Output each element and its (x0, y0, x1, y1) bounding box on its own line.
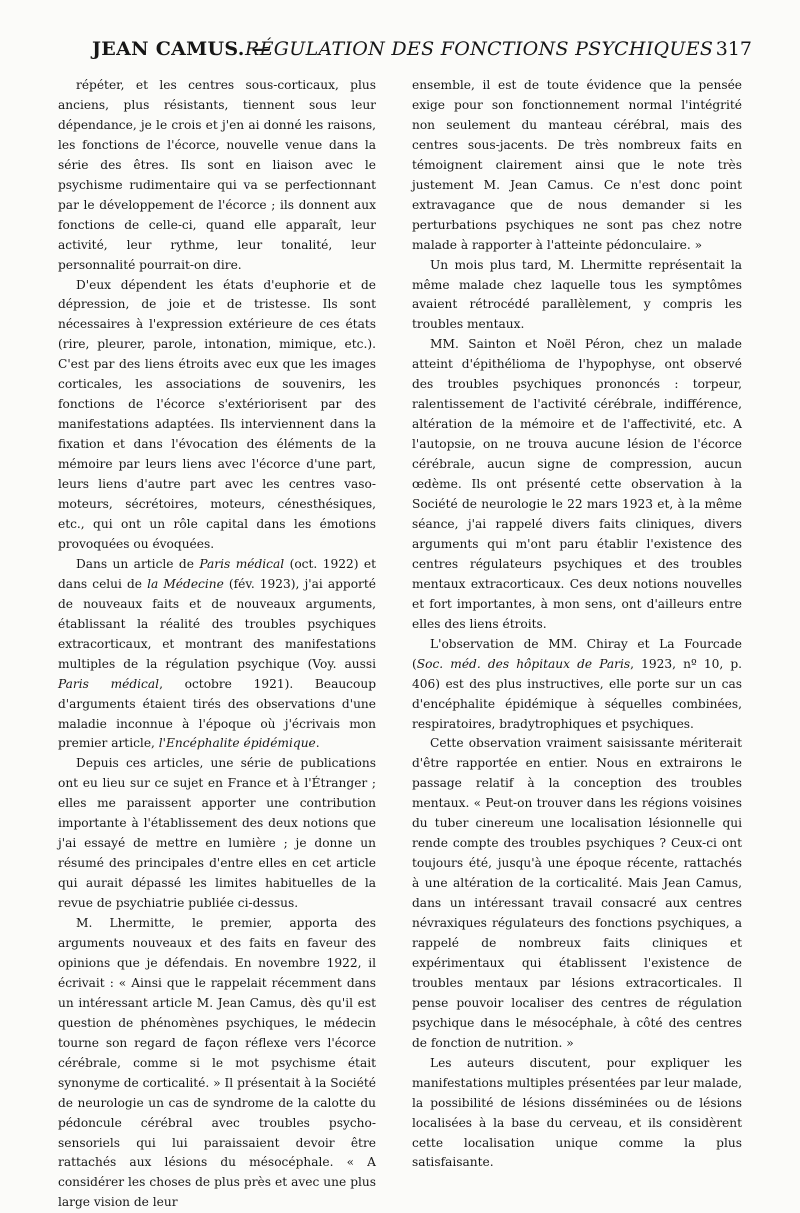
text-run: répéter, et les centres sous-corticaux, plus anciens, plus résistants, tiennent sous leur dépendance, je le crois et j'en ai donné les raisons, les fonctions de l'écorce, nouvelle venue dans la série des êtres. Ils sont en liaison avec le psychisme rudimentaire qui va se perfectionnant par le développement de l'écorce ; ils donnent aux fonctions de celle-ci, quand elle apparaît, leur activité, leur rythme, leur tonalité, leur personnalité pourrait-on dire. (58, 78, 376, 272)
text-run: Un mois plus tard, M. Lhermitte représentait la même malade chez laquelle tous les symptômes avaient rétrocédé parallèlement, y compris les troubles mentaux. (412, 257, 742, 332)
disease-name: l'Encéphalite épidémique (158, 736, 316, 751)
paragraph (412, 76, 742, 256)
journal-citation: la Médecine (147, 576, 224, 591)
text-run: Cette observation vraiment saisissante mériterait d'être rapportée en entier. Nous en extrairons le passage relatif à la conception des troubles mentaux. « Peut-on trouver dans les régions voisines du tuber cinereum une localisation lésionnelle qui rende compte des troubles psychiques ? Ceux-ci ont toujours été, jusqu'à une époque récente, rattachés à une altération de la corticalité. Mais Jean Camus, dans un intéressant travail consacré aux centres névraxiques régulateurs des fonctions psychiques, a rappelé de nombreux faits cliniques et expérimentaux qui établissent l'existence de troubles mentaux par lésions extracorticales. Il pense pouvoir localiser des centres de régulation psychique dans le mésocéphale, à côté des centres de fonction de nutrition. » (412, 736, 742, 1050)
text-run: M. Lhermitte, le premier, apporta des arguments nouveaux et des faits en faveur des opinions que je défendais. En novembre 1922, il écrivait : « Ainsi que le rappelait récemment dans un intéressant article M. Jean Camus, dès qu'il est question de phénomènes psychiques, le médecin tourne son regard de façon réflexe vers l'écorce cérébrale, comme si le mot psychisme était synonyme de corticalité. » Il présentait à la Société de neurologie un cas de syndrome de la calotte du pédoncule cérébral avec troubles psycho-sensoriels qui lui paraissaient devoir être rattachés aux lésions du mésocéphale. « A considérer les choses de plus près et avec une plus large vision de leur (58, 916, 376, 1210)
text-run: , octobre 1921). Beaucoup d'arguments étaient tirés des observations d'une maladie inconnue à l'époque où j'écrivais mon premier article, (58, 676, 377, 751)
running-header (92, 36, 752, 68)
page-number: 317 (715, 38, 752, 60)
text-run: (fév. 1923), j'ai apporté de nouveaux faits et de nouveaux arguments, établissant la réalité des troubles psychiques extracorticaux, et montrant des manifestations multiples de la régulation psychique (Voy. aussi (58, 576, 376, 671)
running-author: JEAN CAMUS. — (92, 38, 271, 60)
paragraph (412, 734, 742, 1053)
text-run: Depuis ces articles, une série de publications ont eu lieu sur ce sujet en France et à l'Étranger ; elles me paraissent apporter une contribution importante à l'établissement des deux notions que j'ai essayé de mettre en lumière ; je donne un résumé des principales d'entre elles en cet article qui aurait dépassé les limites habituelles de la revue de psychiatrie publiée ci-dessus. (58, 756, 376, 911)
paragraph (58, 76, 376, 276)
paragraph (412, 635, 742, 735)
text-run: L'observation de MM. Chiray et La Fourcade ( (412, 636, 742, 671)
text-run: Dans un article de (76, 556, 200, 571)
text-run: (oct. 1922) et dans celui de (58, 556, 376, 591)
text-run: Les auteurs discutent, pour expliquer les manifestations multiples présentées par leur malade, la possibilité de lésions disséminées ou de lésions localisées à la base du cerveau, et ils considèrent cette localisation unique comme la plus satisfaisante. (412, 1055, 742, 1170)
paragraph (412, 335, 742, 634)
right-column (412, 76, 742, 1173)
text-run: D'eux dépendent les états d'euphorie et de dépression, de joie et de tristesse. Ils sont nécessaires à l'expression extérieure de ces états (rire, pleurer, parole, intonation, mimique, etc.). C'est par des liens étroits avec eux que les images corticales, les associations de souvenirs, les fonctions de l'écorce s'extériorisent par des manifestations adaptées. Ils interviennent dans la fixation et dans l'évocation des éléments de la mémoire par leurs liens avec l'écorce d'une part, leurs liens d'autre part avec les centres vaso-moteurs, sécrétoires, moteurs, cénesthésiques, etc., qui ont un rôle capital dans les émotions provoquées ou évoquées. (58, 277, 376, 551)
paragraph (58, 754, 376, 914)
paragraph (58, 914, 376, 1213)
paragraph (412, 1054, 742, 1174)
paragraph (58, 276, 376, 555)
journal-citation: Paris médical (199, 556, 285, 571)
text-run: ensemble, il est de toute évidence que la pensée exige pour son fonctionnement normal l'intégrité non seulement du manteau cérébral, mais des centres sous-jacents. De très nombreux faits en témoignent clairement ainsi que le note très justement M. Jean Camus. Ce n'est donc point extravagance que de nous demander si les perturbations psychiques ne sont pas chez notre malade à rapporter à l'atteinte pédonculaire. » (412, 78, 742, 252)
text-run: MM. Sainton et Noël Péron, chez un malade atteint d'épithélioma de l'hypophyse, ont observé des troubles psychiques prononcés : torpeur, ralentissement de l'activité cérébrale, indifférence, altération de la mémoire et de l'affectivité, etc. A l'autopsie, on ne trouva aucune lésion de l'écorce cérébrale, aucun signe de compression, aucun œdème. Ils ont présenté cette observation à la Société de neurologie le 22 mars 1923 et, à la même séance, j'ai rappelé divers faits cliniques, divers arguments qui m'ont paru établir l'existence des centres régulateurs psychiques et des troubles mentaux extracorticaux. Ces deux notions nouvelles et fort importantes, à mon sens, ont d'ailleurs entre elles des liens étroits. (412, 337, 742, 631)
text-run: , 1923, nº 10, p. 406) est des plus instructives, elle porte sur un cas d'encéphalite épidémique à séquelles combinées, respiratoires, bradytrophiques et psychiques. (412, 656, 743, 731)
paragraph (412, 256, 742, 336)
left-column (58, 76, 376, 1213)
journal-citation: Paris médical (58, 676, 160, 691)
running-title: RÉGULATION DES FONCTIONS PSYCHIQUES (245, 38, 714, 60)
paragraph (58, 555, 376, 755)
text-run: . (315, 736, 320, 751)
journal-citation: Soc. méd. des hôpitaux de Paris (416, 656, 631, 671)
